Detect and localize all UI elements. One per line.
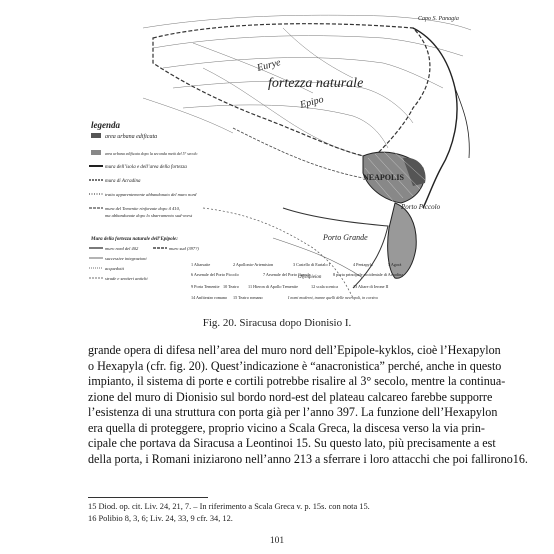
body-line: cipale che portava da Siracusa a Leontinoi 15. Su questo lato, più precisamente a est: [88, 436, 496, 450]
map-label-porto-piccolo: Porto Piccolo: [401, 203, 441, 211]
map-label-capo: Capo S. Panagia: [418, 16, 459, 22]
fortezza-legend-item: muro nord del 402: [105, 246, 139, 251]
body-line: della porta, i Romani iniziarono nell’anno 213 a sferrare i loro attacchi che poi fallirono16.: [88, 451, 528, 466]
site-map-figure: [83, 8, 472, 304]
monument-item: 1 Altarsaite: [191, 262, 211, 267]
figure-caption: Fig. 20. Siracusa dopo Dionisio I.: [202, 317, 352, 329]
legend-item: mura di Acradina: [105, 179, 141, 184]
legend-item: mura dell’isola e dell’area della fortezza: [105, 165, 187, 170]
monument-item: 9 Porta Temenite: [191, 284, 220, 289]
map-label-neapolis: NEAPOLIS: [363, 173, 404, 182]
legend-item: area urbana edificata: [105, 134, 158, 140]
legend-item: tratto apparentemente abbandonato del muro nord: [105, 192, 197, 197]
body-line: era quella di proteggere, proprio vicino a Scala Greca, la discesa verso la via prin-: [88, 420, 485, 435]
monument-item: 7 Arsenale del Porto Grande: [263, 272, 311, 277]
monument-item: 5 Agorà: [388, 262, 402, 267]
body-line: o Hexapyla (cfr. fig. 20). Quest’indicazione è “anacronistica” perché, anche in questo: [88, 358, 502, 373]
body-line: impianto, il sistema di porte e cortili potrebbe risalire al 3° secolo, mentre la continua-: [88, 374, 506, 388]
monument-item: 12 scala scenica: [311, 284, 338, 289]
legend-item: area urbana edificata dopo la seconda metà del 5° secolo: [105, 151, 198, 156]
monument-note: I nomi moderni, tranne quelli delle necropoli, in corsivo: [288, 295, 379, 300]
legend-title: legenda: [91, 120, 120, 130]
fortezza-legend-title: Mura della fortezza naturale dell’Epipole:: [91, 237, 178, 242]
body-line: zione del muro di Dionisio sul bordo nord-est del plateau calcareo farebbe supporre: [88, 389, 493, 404]
fortezza-legend-item: muro sud (397?): [169, 246, 199, 251]
map-label-fortezza: fortezza naturale: [268, 76, 364, 91]
footnote: 16 Polibio 8, 3, 6; Liv. 24, 33, 9 cfr. 34, 12.: [88, 514, 233, 523]
monument-item: 2 Apollonio-Artemision: [233, 262, 274, 267]
footnote-divider: [88, 497, 208, 498]
monument-item: 4 Pentapyla: [353, 262, 373, 267]
page-number: 101: [269, 536, 285, 546]
body-line: grande opera di difesa nell’area del muro nord dell’Epipole-kyklos, cioè l’Hexapylon: [88, 343, 501, 357]
monument-item: 6 Arsenale del Porto Piccolo: [191, 272, 239, 277]
monument-item: 14 Anfiteatro romano: [191, 295, 228, 300]
map-label-porto-grande: Porto Grande: [323, 233, 368, 242]
monument-item: 10 Teatro: [223, 284, 239, 289]
fortezza-legend-item: successive integrazioni: [105, 256, 147, 261]
body-line: l’esistenza di una struttura con porta già per l’anno 397. La funzione dell’Hexapylon: [88, 405, 498, 419]
map-label-epipolai: Epipo: [298, 94, 325, 111]
monument-item: 13 Altare di Ierone II: [353, 284, 389, 289]
monument-item: 15 Teatro romano: [233, 295, 263, 300]
fortezza-legend-item: acquedotti: [105, 266, 124, 271]
monument-item: 3 Castello di Eurialo I: [293, 262, 330, 267]
body-paragraph: [88, 343, 528, 467]
map-label-olympieion: Olympieion: [298, 275, 322, 280]
fortezza-legend-item: strade e sentieri antichi: [105, 276, 148, 281]
footnote: 15 Diod. op. cit. Liv. 24, 21, 7. – In riferimento a Scala Greca v. p. 15s. con nota 15.: [88, 502, 370, 511]
legend-item: ma abbandonate dopo lo sbarramento sud-ovest: [105, 213, 193, 218]
monument-item: 8 porta principale occidentale di Acradina: [333, 272, 404, 277]
monument-item: 11 Hieron di Apollo Temenite: [248, 284, 298, 289]
map-label-euryelos: Eurye: [255, 57, 282, 74]
legend-item: mura del Temenite rinforzate dopo il 410,: [105, 206, 180, 211]
